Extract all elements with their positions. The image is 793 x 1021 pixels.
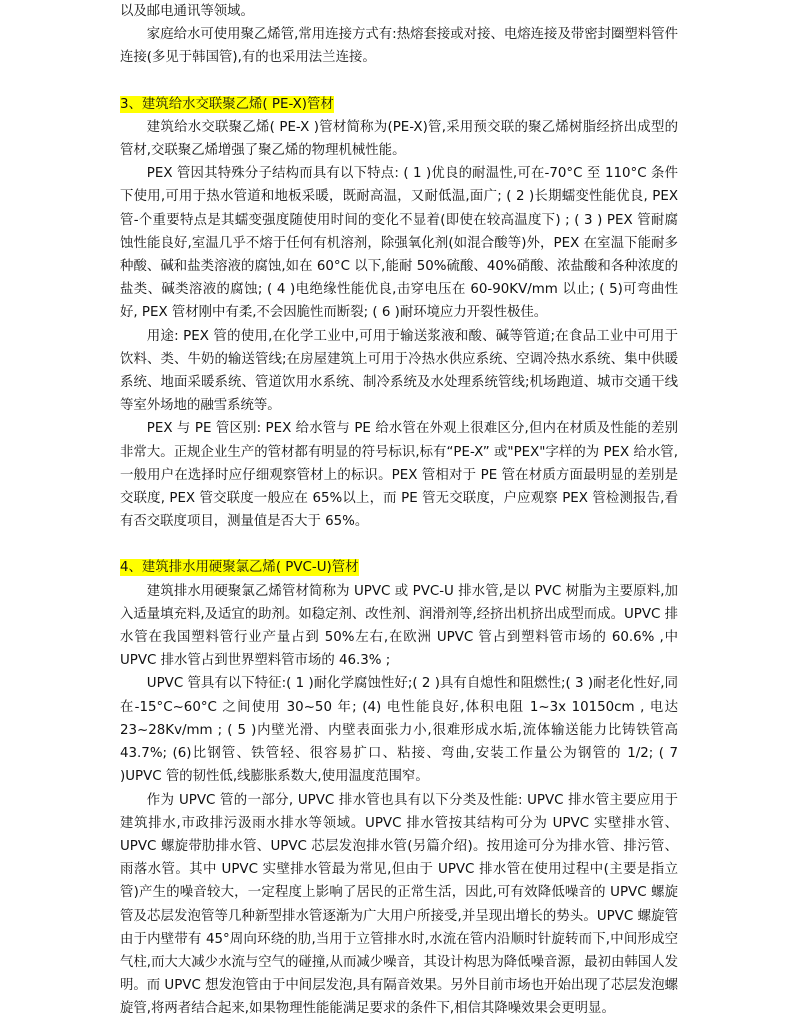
document-page [120,0,678,1021]
highlighted-heading-text: 4、建筑排水用硬聚氯乙烯( PVC-U)管材 [120,560,359,576]
section-heading [120,93,678,116]
paragraph: PEX 管因其特殊分子结构而具有以下特点: ( 1 )优良的耐温性,可在-70°C 至 110°C 条件下使用,可用于热水管道和地板采暖，既耐高温，又耐低温,面广; ( 2 )长期蠕变性能优良, PEX 管-个重要特点是其蠕变强度随使用时间的变化不显着(即使在较高温度下) ; ( 3 ) PEX 管耐腐蚀性能良好,室温几乎不熔于任何有机溶剂，除强氧化剂(如混合酸等)外，PEX 在室温下能耐多种酸、碱和盐类溶液的腐蚀,如在 60°C 以下,能耐 50%硫酸、40%硝酸、浓盐酸和各种浓度的盐类、碱类溶液的腐蚀; ( 4 )电绝缘性能优良,击穿电压在 60-90KV/mm 以止; ( 5)可弯曲性好, PEX 管材刚中有柔,不会因脆性而断裂; ( 6 )耐环境应力开裂性极佳。 [120,166,678,321]
paragraph: 家庭给水可使用聚乙烯管,常用连接方式有:热熔套接或对接、电熔连接及带密封圈塑料管件连接(多见于韩国管),有的也采用法兰连接。 [120,27,678,66]
paragraph: 用途: PEX 管的使用,在化学工业中,可用于输送浆液和酸、碱等管道;在食品工业中可用于饮料、类、牛奶的输送管线;在房屋建筑上可用于冷热水供应系统、空调冷热水系统、集中供暖系统、地面采暖系统、管道饮用水系统、制冷系统及水处理系统管线;机场跑道、城市交通干线等室外场地的融雪系统等。 [120,328,678,414]
highlighted-heading-text: 3、建筑给水交联聚乙烯( PE-X)管材 [120,96,334,112]
paragraph: 作为 UPVC 管的一部分, UPVC 排水管也具有以下分类及性能: UPVC 排水管主要应用于建筑排水,市政排污汲雨水排水等领域。UPVC 排水管按其结构可分为 UPVC 实壁排水管、UPVC 螺旋带肋排水管、UPVC 芯层发泡排水管(另篇介绍)。按用途可分为排水管、排污管、雨落水管。其中 UPVC 实壁排水管最为常见,但由于 UPVC 排水管在使用过程中(主要是指立管)产生的噪音较大，一定程度上影响了居民的正常生活，因此,可有效降低噪音的 UPVC 螺旋管及芯层发泡管等几种新型排水管逐渐为广大用户所接受,并呈现出增长的势头。UPVC 螺旋管由于内壁带有 45°周向环绕的肋,当用于立管排水时,水流在管内沿顺时针旋转而下,中间形成空气柱,而大大减少水流与空气的碰撞,从而减少噪音，其设计构思为降低噪音源，最初由韩国人发明。而 UPVC 想发泡管由于中间层发泡,具有隔音效果。另外目前市场也开始出现了芯层发泡螺旋管,将两者结合起来,如果物理性能能满足要求的条件下,相信其降噪效果会更明显。 [120,792,678,1017]
paragraph: 建筑给水交联聚乙烯( PE-X )管材简称为(PE-X)管,采用预交联的聚乙烯树脂经挤出成型的管材,交联聚乙烯增强了聚乙烯的物理机械性能。 [120,119,678,159]
paragraph: 以及邮电通讯等领域。 [120,4,254,19]
paragraph: 建筑排水用硬聚氯乙烯管材简称为 UPVC 或 PVC-U 排水管,是以 PVC 树脂为主要原料,加入适量填充料,及适宜的助剂。如稳定剂、改性剂、润滑剂等,经挤出机挤出成型而成。UPVC 排水管在我国塑料管行业产量占到 50%左右,在欧洲 UPVC 管占到塑料管市场的 60.6% ,中 UPVC 排水管占到世界塑料管市场的 46.3% ; [120,583,678,669]
section-heading [120,556,678,579]
paragraph: PEX 与 PE 管区别: PEX 给水管与 PE 给水管在外观上很难区分,但内在材质及性能的差别非常大。正规企业生产的管材都有明显的符号标识,标有“PE-X” 或"PEX"字样的为 PEX 给水管,一般用户在选择时应仔细观察管材上的标识。PEX 管相对于 PE 管在材质方面最明显的差别是交联度, PEX 管交联度一般应在 65%以上，而 PE 管无交联度，户应观察 PEX 管检测报告,看有否交联度项目，测量值是否大于 65%。 [120,421,678,530]
paragraph: UPVC 管具有以下特征:( 1 )耐化学腐蚀性好;( 2 )具有自熄性和阻燃性;( 3 )耐老化性好,同在-15°C~60°C 之间使用 30~50 年; (4) 电性能良好,体积电阻 1~3x 10150cm , 电达 23~28Kv/mm ; ( 5 )内壁光滑、内壁表面张力小,很难形成水垢,流体输送能力比铸铁管高 43.7%; (6)比钢管、铁管轻、很容易扩口、粘接、弯曲,安装工作量公为钢管的 1/2; ( 7 )UPVC 管的韧性低,线膨胀系数大,使用温度范围窄。 [120,676,678,785]
